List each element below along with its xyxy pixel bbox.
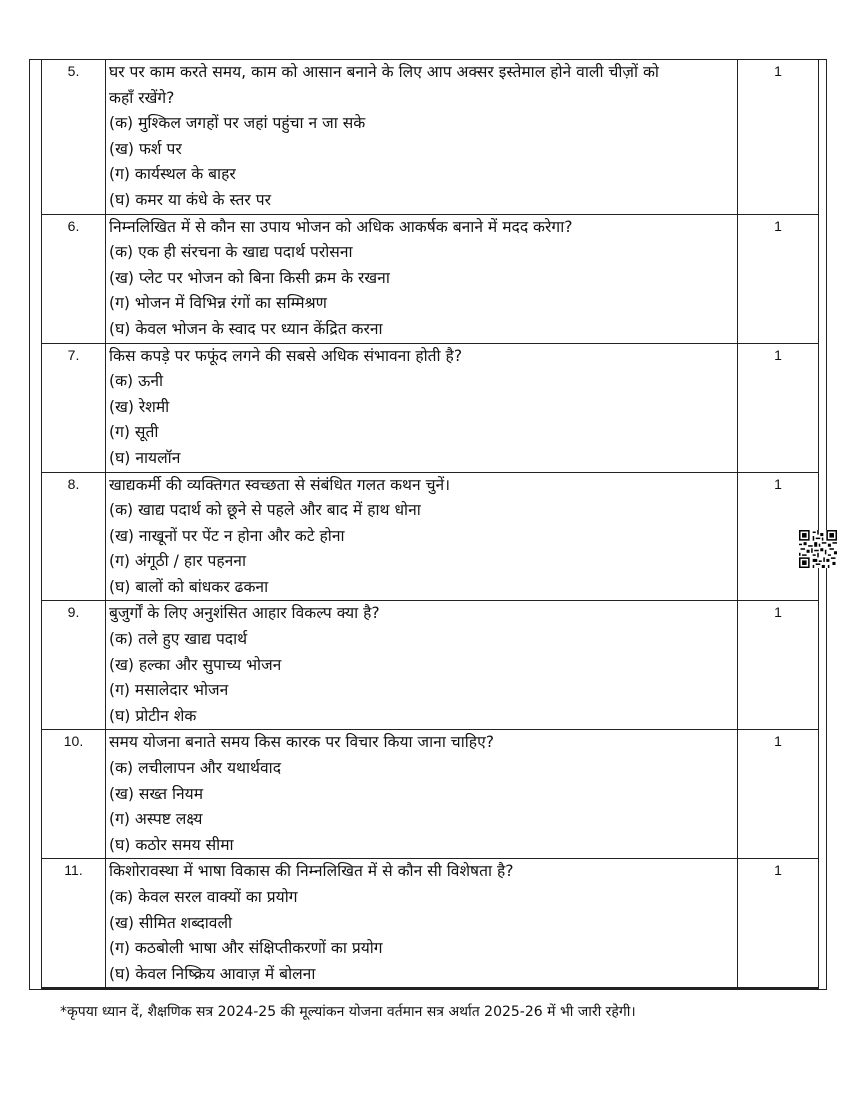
answer-option: (घ) नायलॉन (109, 448, 181, 467)
question-row (42, 859, 818, 988)
answer-option: (ख) हल्का और सुपाच्य भोजन (109, 655, 282, 674)
question-marks: 1 (738, 343, 819, 472)
answer-option: (घ) प्रोटीन शेक (109, 706, 197, 725)
question-row (42, 343, 818, 472)
answer-option: (ग) कठबोली भाषा और संक्षिप्तीकरणों का प्रयोग (109, 939, 383, 958)
question-row (42, 601, 818, 730)
question-marks: 1 (738, 859, 819, 988)
answer-option: (घ) केवल निष्क्रिय आवाज़ में बोलना (109, 964, 316, 983)
question-body (106, 472, 738, 601)
question-table-frame (41, 60, 819, 989)
question-text: निम्नलिखित में से कौन सा उपाय भोजन को अधिक आकर्षक बनाने में मदद करेगा? (109, 217, 573, 236)
answer-option: (घ) कमर या कंधे के स्तर पर (109, 190, 271, 209)
answer-option: (क) मुश्किल जगहों पर जहां पहुंचा न जा सके (109, 114, 366, 133)
question-number: 11. (42, 859, 106, 988)
answer-option: (घ) कठोर समय सीमा (109, 835, 234, 854)
answer-option: (ख) फर्श पर (109, 139, 182, 158)
question-row (42, 60, 818, 214)
answer-option: (ख) सख्त नियम (109, 784, 204, 803)
question-body (106, 730, 738, 859)
answer-option: (ग) अंगूठी / हार पहनना (109, 552, 247, 571)
question-table (42, 60, 818, 989)
answer-option: (ग) सूती (109, 423, 159, 442)
question-text: समय योजना बनाते समय किस कारक पर विचार किया जाना चाहिए? (109, 733, 494, 752)
answer-option: (क) केवल सरल वाक्यों का प्रयोग (109, 888, 298, 906)
question-body (106, 601, 738, 730)
answer-option: (ख) नाखूनों पर पेंट न होना और कटे होना (109, 526, 345, 545)
question-marks: 1 (738, 214, 819, 343)
answer-option: (क) तले हुए खाद्य पदार्थ (109, 630, 248, 649)
question-text: किशोरावस्था में भाषा विकास की निम्नलिखित में से कौन सी विशेषता है? (109, 862, 514, 881)
answer-option: (क) एक ही संरचना के खाद्य पदार्थ परोसना (109, 243, 353, 262)
question-row (42, 472, 818, 601)
question-text: कहाँ रखेंगे? (109, 88, 175, 107)
answer-option: (ख) सीमित शब्दावली (109, 913, 233, 932)
answer-option: (ग) मसालेदार भोजन (109, 681, 229, 700)
qr-code-icon (799, 530, 837, 568)
question-text: घर पर काम करते समय, काम को आसान बनाने के लिए आप अक्सर इस्तेमाल होने वाली चीज़ों को (109, 63, 659, 81)
question-table-body (42, 60, 818, 988)
answer-option: (ग) भोजन में विभिन्न रंगों का सम्मिश्रण (109, 294, 327, 313)
question-number: 6. (42, 214, 106, 343)
question-number: 8. (42, 472, 106, 601)
question-marks: 1 (738, 601, 819, 730)
answer-option: (ख) प्लेट पर भोजन को बिना किसी क्रम के रखना (109, 268, 390, 287)
question-number: 10. (42, 730, 106, 859)
question-text: बुजुर्गों के लिए अनुशंसित आहार विकल्प क्या है? (109, 604, 380, 623)
question-body (106, 214, 738, 343)
question-number: 5. (42, 60, 106, 214)
question-text: किस कपड़े पर फफूंद लगने की सबसे अधिक संभावना होती है? (109, 346, 463, 365)
answer-option: (क) खाद्य पदार्थ को छूने से पहले और बाद में हाथ धोना (109, 501, 421, 520)
answer-option: (ख) रेशमी (109, 397, 170, 416)
answer-option: (ग) कार्यस्थल के बाहर (109, 165, 236, 184)
answer-option: (घ) बालों को बांधकर ढकना (109, 577, 269, 596)
question-number: 9. (42, 601, 106, 730)
question-marks: 1 (738, 60, 819, 214)
question-body (106, 859, 738, 988)
question-text: खाद्यकर्मी की व्यक्तिगत स्वच्छता से संबंधित गलत कथन चुनें। (109, 475, 451, 494)
question-body (106, 60, 738, 214)
question-row (42, 214, 818, 343)
question-body (106, 343, 738, 472)
question-row (42, 730, 818, 859)
answer-option: (क) ऊनी (109, 372, 164, 391)
question-sheet (29, 59, 827, 990)
answer-option: (क) लचीलापन और यथार्थवाद (109, 759, 281, 778)
footnote: *कृपया ध्यान दें, शैक्षणिक सत्र 2024-25 की मूल्यांकन योजना वर्तमान सत्र अर्थात 2025-26 में भी जारी रहेगी। (60, 1004, 636, 1020)
question-marks: 1 (738, 730, 819, 859)
question-marks: 1 (738, 472, 819, 601)
answer-option: (ग) अस्पष्ट लक्ष्य (109, 810, 203, 829)
answer-option: (घ) केवल भोजन के स्वाद पर ध्यान केंद्रित करना (109, 319, 383, 338)
question-number: 7. (42, 343, 106, 472)
